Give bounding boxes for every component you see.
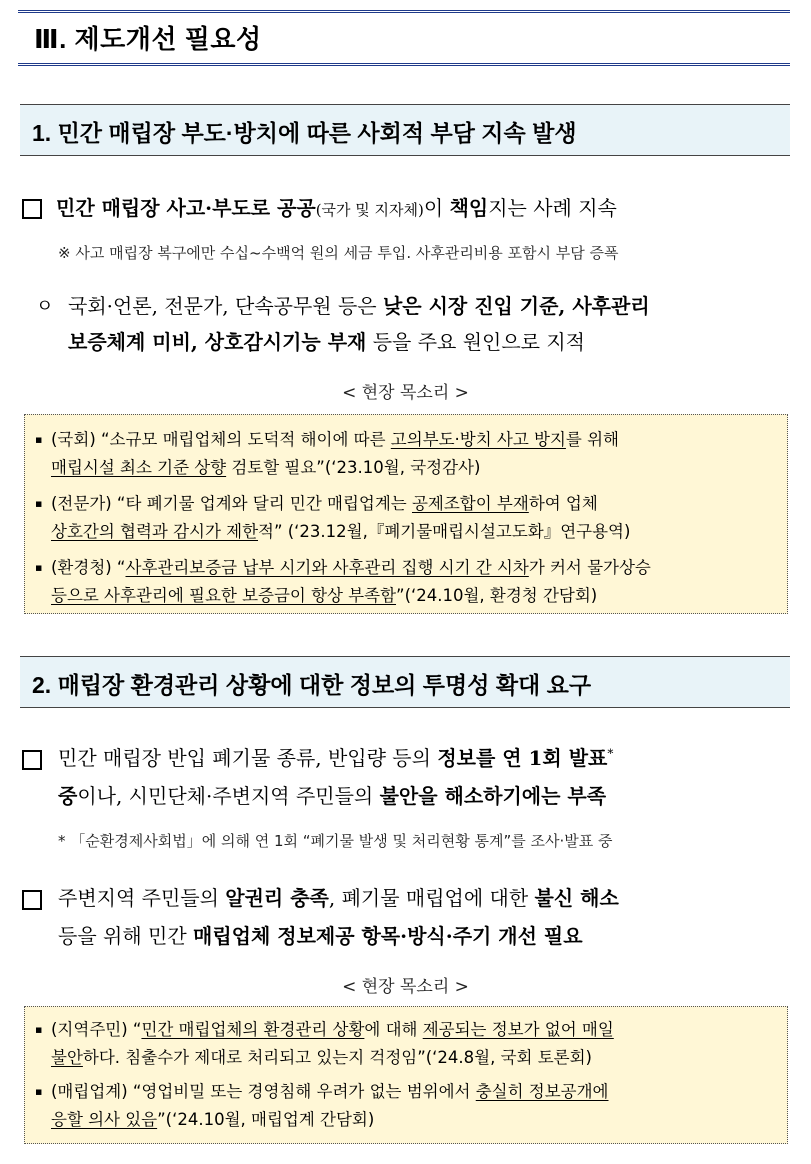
quote-text: ”(‘24.10월, 환경청 간담회)	[396, 586, 598, 605]
item-text-bold: 불안을 해소하기에는 부족	[379, 784, 607, 808]
quote-text: 에 대해	[364, 1020, 423, 1039]
footnote-mark: *	[607, 746, 614, 761]
quote-text: 하여 업체	[528, 494, 598, 513]
item-text-bold: 정보를 연 1회 발표	[437, 746, 608, 770]
quote-line	[51, 557, 651, 579]
section-2-item-2-line-2	[58, 920, 583, 949]
quote-line	[51, 457, 480, 479]
item-text-bold: 불신 해소	[534, 886, 619, 910]
item-text: , 폐기물 매립업에 대한	[328, 886, 535, 910]
sub-text-bold: 낮은 시장 진입 기준, 사후관리	[382, 294, 650, 318]
quote-line	[51, 585, 597, 607]
section-1-header	[20, 104, 790, 156]
quote-text: (국회) “소규모 매립업체의 도덕적 해이에 따른	[51, 430, 391, 449]
item-text: 지는 사례 지속	[488, 196, 617, 220]
square-bullet-icon: ▪	[35, 497, 43, 510]
quote-text: ”(‘24.10월, 매립업계 간담회)	[157, 1110, 375, 1129]
section-2-title: 2. 매립장 환경관리 상황에 대한 정보의 투명성 확대 요구	[32, 672, 592, 698]
quote-text-underlined: 응할 의사 있음	[51, 1110, 158, 1129]
quote-text: (전문가) “타 폐기물 업계와 달리 민간 매립업계는	[51, 494, 412, 513]
field-voice-label-1: < 현장 목소리 >	[342, 383, 469, 403]
section-2-header	[20, 656, 790, 708]
item-text: 등을 위해 민간	[58, 924, 193, 948]
quote-text: (지역주민) “	[51, 1020, 142, 1039]
item-text: 민간 매립장 반입 폐기물 종류, 반입량 등의	[58, 746, 438, 770]
quote-text: 가 커서 물가상승	[528, 558, 651, 577]
quote-text-underlined: 사후관리보증금 납부 시기와 사후관리 집행 시기 간 시차	[125, 558, 529, 577]
quote-text-underlined: 불안	[51, 1048, 83, 1067]
square-bullet-icon: ▪	[35, 433, 43, 446]
quote-line	[51, 1047, 592, 1069]
section-2-item-1-line-1	[58, 742, 613, 771]
circle-bullet-icon: ㅇ	[36, 296, 54, 317]
section-1-title: 1. 민간 매립장 부도·방치에 따른 사회적 부담 지속 발생	[32, 120, 577, 146]
quote-text-underlined: 충실히 정보공개에	[475, 1082, 609, 1101]
item-text-bold: 매립업체 정보제공 항목·방식·주기 개선 필요	[193, 924, 583, 948]
quote-text: 검토할 필요”(‘23.10월, 국정감사)	[226, 458, 481, 477]
item-text: 이	[423, 196, 450, 220]
item-text: 주변지역 주민들의	[58, 886, 226, 910]
square-bullet-icon: ▪	[35, 561, 43, 574]
chapter-title: Ⅲ. 제도개선 필요성	[34, 24, 262, 54]
field-voice-label-2: < 현장 목소리 >	[342, 977, 469, 997]
checkbox-square-icon	[22, 750, 42, 770]
checkbox-square-icon	[22, 199, 42, 219]
sub-text: 국회·언론, 전문가, 단속공무원 등은	[68, 294, 383, 318]
quote-text-underlined: 매립시설 최소 기준 상향	[51, 458, 227, 477]
section-1-note: ※ 사고 매립장 복구에만 수십~수백억 원의 세금 투입. 사후관리비용 포함시 부담 증폭	[58, 244, 619, 262]
quote-line	[51, 1019, 614, 1041]
item-text-bold: 책임	[449, 196, 489, 220]
section-2-item-1-line-2	[58, 780, 606, 809]
item-text-bold: 중	[58, 784, 78, 808]
sub-text: 등을 주요 원인으로 지적	[366, 330, 585, 354]
item-text-paren: (국가 및 지자체)	[315, 201, 424, 219]
item-text: 이나, 시민단체·주변지역 주민들의	[77, 784, 380, 808]
quote-text-underlined: 등으로 사후관리에 필요한 보증금이 항상 부족함	[51, 586, 397, 605]
quote-text-underlined: 제공되는 정보가 없어 매일	[422, 1020, 614, 1039]
quote-line	[51, 521, 630, 543]
square-bullet-icon: ▪	[35, 1023, 43, 1036]
section-1-sub-line-2	[68, 326, 585, 355]
section-2-note: * 「순환경제사회법」에 의해 연 1회 “폐기물 발생 및 처리현황 통계”를 조사·발표 중	[58, 832, 613, 850]
quote-line	[51, 1109, 374, 1131]
section-1-sub-line-1	[68, 290, 650, 319]
quote-text-underlined: 상호간의 협력과 감시가 제한	[51, 522, 259, 541]
quote-text-underlined: 공제조합이 부재	[411, 494, 529, 513]
quote-text: 를 위해	[565, 430, 619, 449]
quote-line	[51, 493, 598, 515]
section-1-item-1	[56, 192, 617, 221]
quote-text: 하다. 침출수가 제대로 처리되고 있는지 걱정임”(‘24.8월, 국회 토론회)	[82, 1048, 592, 1067]
checkbox-square-icon	[22, 890, 42, 910]
quote-text: (환경청) “	[51, 558, 126, 577]
item-text-bold: 민간 매립장 사고·부도로 공공	[56, 196, 316, 220]
quote-text-underlined: 민간 매립업체의 환경관리 상황	[141, 1020, 365, 1039]
item-text-bold: 알권리 충족	[225, 886, 329, 910]
quote-text-underlined: 고의부도·방치 사고 방지	[390, 430, 566, 449]
quote-text: 적” (‘23.12월,『폐기물매립시설고도화』연구용역)	[258, 522, 631, 541]
quote-box-1	[24, 414, 788, 614]
section-2-item-2-line-1	[58, 882, 619, 911]
quote-line	[51, 429, 619, 451]
quote-box-2	[24, 1006, 788, 1144]
quote-text: (매립업계) “영업비밀 또는 경영침해 우려가 없는 범위에서	[51, 1082, 476, 1101]
quote-line	[51, 1081, 609, 1103]
sub-text-bold: 보증체계 미비, 상호감시기능 부재	[68, 330, 367, 354]
square-bullet-icon: ▪	[35, 1085, 43, 1098]
